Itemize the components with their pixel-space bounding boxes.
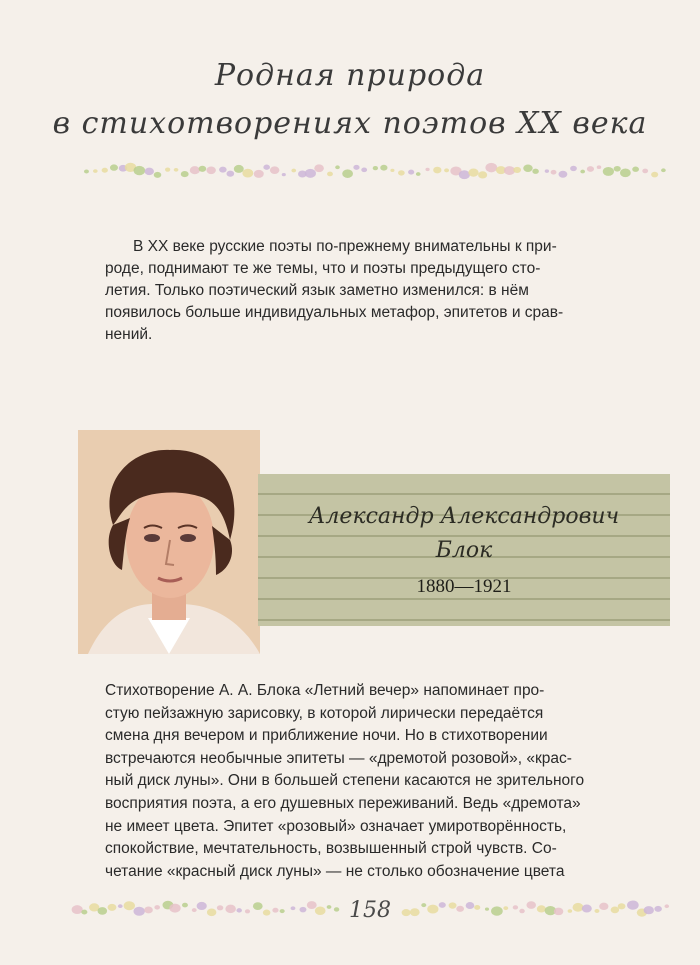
- intro-line: В XX веке русские поэты по-прежнему внимательны к при-: [133, 238, 557, 255]
- poet-years: 1880—1921: [416, 576, 512, 597]
- intro-line: летия. Только поэтический язык заметно изменился: в нём: [105, 282, 529, 299]
- body-line: восприятия поэта, а его душевных переживаний. Ведь «дремота»: [105, 794, 581, 812]
- body-line: Стихотворение А. А. Блока «Летний вечер» напоминает про-: [105, 682, 545, 699]
- body-line: встречаются необычные эпитеты — «дремотой розовой», «крас-: [105, 749, 572, 767]
- decorative-dots-top: [80, 160, 670, 182]
- decorative-dots-bottom-right: [400, 898, 670, 920]
- intro-line: нений.: [105, 326, 153, 343]
- body-line: четание «красный диск луны» — не столько обозначение цвета: [105, 862, 565, 880]
- body-line: спокойствие, мечтательность, возвышенный строй чувств. Со-: [105, 840, 557, 858]
- body-paragraph: [105, 680, 670, 883]
- body-line: смена дня вечером и приближение ночи. Но в стихотворении: [105, 727, 548, 745]
- intro-line: роде, поднимают те же темы, что и поэты предыдущего сто-: [105, 260, 541, 277]
- poet-name-line-1: Александр Александрович: [308, 504, 620, 529]
- poet-portrait: [78, 430, 260, 654]
- poet-name-line-2: Блок: [435, 538, 493, 563]
- intro-line: появилось больше индивидуальных метафор, эпитетов и срав-: [105, 304, 564, 321]
- page-title-line-1: Родная природа: [214, 58, 486, 93]
- body-line: стую пейзажную зарисовку, в которой лирически передаётся: [105, 704, 544, 722]
- page-title-line-2: в стихотворениях поэтов XX века: [52, 106, 648, 141]
- poet-info-banner: [258, 474, 670, 626]
- decorative-dots-bottom-left: [70, 898, 340, 920]
- body-line: ный диск луны». Они в большей степени касаются не зрительного: [105, 772, 585, 790]
- page-number: 158: [349, 898, 391, 923]
- intro-paragraph: [105, 236, 670, 346]
- body-line: не имеет цвета. Эпитет «розовый» означает умиротворённость,: [105, 817, 567, 835]
